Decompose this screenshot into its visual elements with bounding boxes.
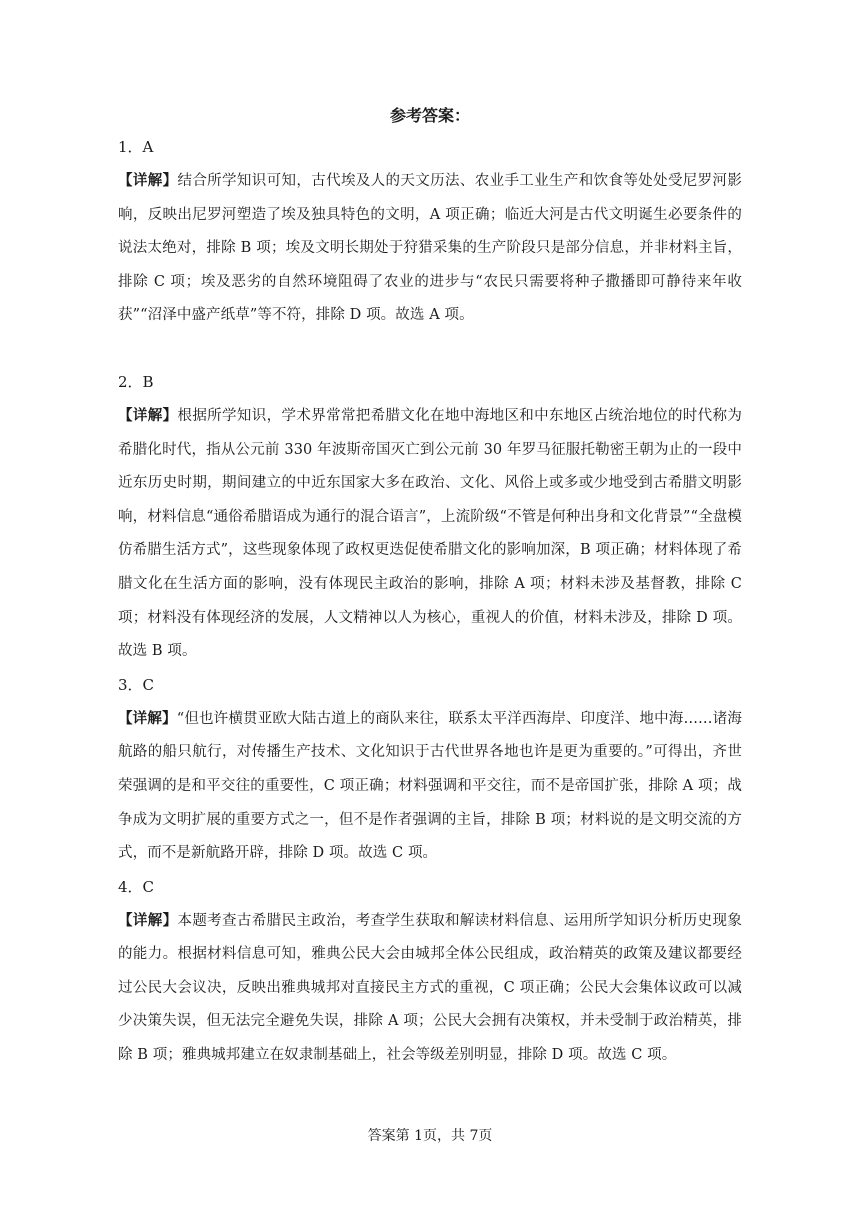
page-title: 参考答案： [389, 106, 470, 125]
answer-item-2 [118, 366, 742, 669]
explanation-text: 根据所学知识，学术界常常把希腊文化在地中海地区和中东地区占统治地位的时代称为希腊化时代，指从公元前 330 年波斯帝国灭亡到公元前 30 年罗马征服托勒密王朝为止的一段中近东历史时期，期间建立的中近东国家大多在政治、文化、风俗上或多或少地受到古希腊文明影响，材料信息“通俗希腊语成为通行的混合语言”，上流阶级“不管是何种出身和文化背景”“全盘模仿希腊生活方式”，这些现象体现了政权更迭促使希腊文化的影响加深，B 项正确；材料体现了希腊文化在生活方面的影响，没有体现民主政治的影响，排除 A 项；材料未涉及基督教，排除 C 项；材料没有体现经济的发展，人文精神以人为核心，重视人的价值，材料未涉及，排除 D 项。故选 B 项。 [118, 407, 742, 660]
detail-tag: 【详解】 [118, 709, 177, 727]
detail-tag: 【详解】 [118, 406, 178, 424]
explanation-text: “但也许横贯亚欧大陆古道上的商队来往，联系太平洋西海岸、印度洋、地中海……诸海航路的船只航行，对传播生产技术、文化知识于古代世界各地也许是更为重要的。”可得出，齐世荣强调的是和平交往的重要性，C 项正确；材料强调和平交往，而不是帝国扩张，排除 A 项；战争成为文明扩展的重要方式之一，但不是作者强调的主旨，排除 B 项；材料说的是文明交流的方式，而不是新航路开辟，排除 D 项。故选 C 项。 [118, 710, 743, 862]
answer-number: 2．B [118, 372, 154, 391]
answer-explanation [118, 702, 742, 871]
answer-explanation [118, 164, 742, 333]
answer-item-3 [118, 669, 742, 871]
answer-explanation [118, 399, 742, 669]
detail-tag: 【详解】 [118, 172, 178, 189]
detail-tag: 【详解】 [118, 911, 178, 929]
answer-list [118, 131, 742, 1073]
answer-number: 4．C [118, 877, 155, 896]
answer-number: 1．A [118, 138, 154, 156]
explanation-text: 结合所学知识可知，古代埃及人的天文历法、农业手工业生产和饮食等处处受尼罗河影响，反映出尼罗河塑造了埃及独具特色的文明，A 项正确；临近大河是古代文明诞生必要条件的说法太绝对，排除 B 项；埃及文明长期处于狩猎采集的生产阶段只是部分信息，并非材料主旨，排除 C 项；埃及恶劣的自然环境阻碍了农业的进步与“农民只需要将种子撒播即可静待来年收获”“沼泽中盛产纸草”等不符，排除 D 项。故选 A 项。 [118, 173, 742, 324]
answer-item-4 [118, 871, 742, 1073]
page-footer: 答案第 1页，共 7页 [367, 1128, 493, 1144]
explanation-text: 本题考查古希腊民主政治，考查学生获取和解读材料信息、运用所学知识分析历史现象的能力。根据材料信息可知，雅典公民大会由城邦全体公民组成，政治精英的政策及建议都要经过公民大会议决，反映出雅典城邦对直接民主方式的重视，C 项正确；公民大会集体议政可以减少决策失误，但无法完全避免失误，排除 A 项；公民大会拥有决策权，并未受制于政治精英，排除 B 项；雅典城邦建立在奴隶制基础上，社会等级差别明显，排除 D 项。故选 C 项。 [118, 912, 742, 1064]
answer-explanation [118, 904, 742, 1073]
answer-item-1 [118, 131, 742, 333]
answer-number: 3．C [118, 675, 155, 694]
